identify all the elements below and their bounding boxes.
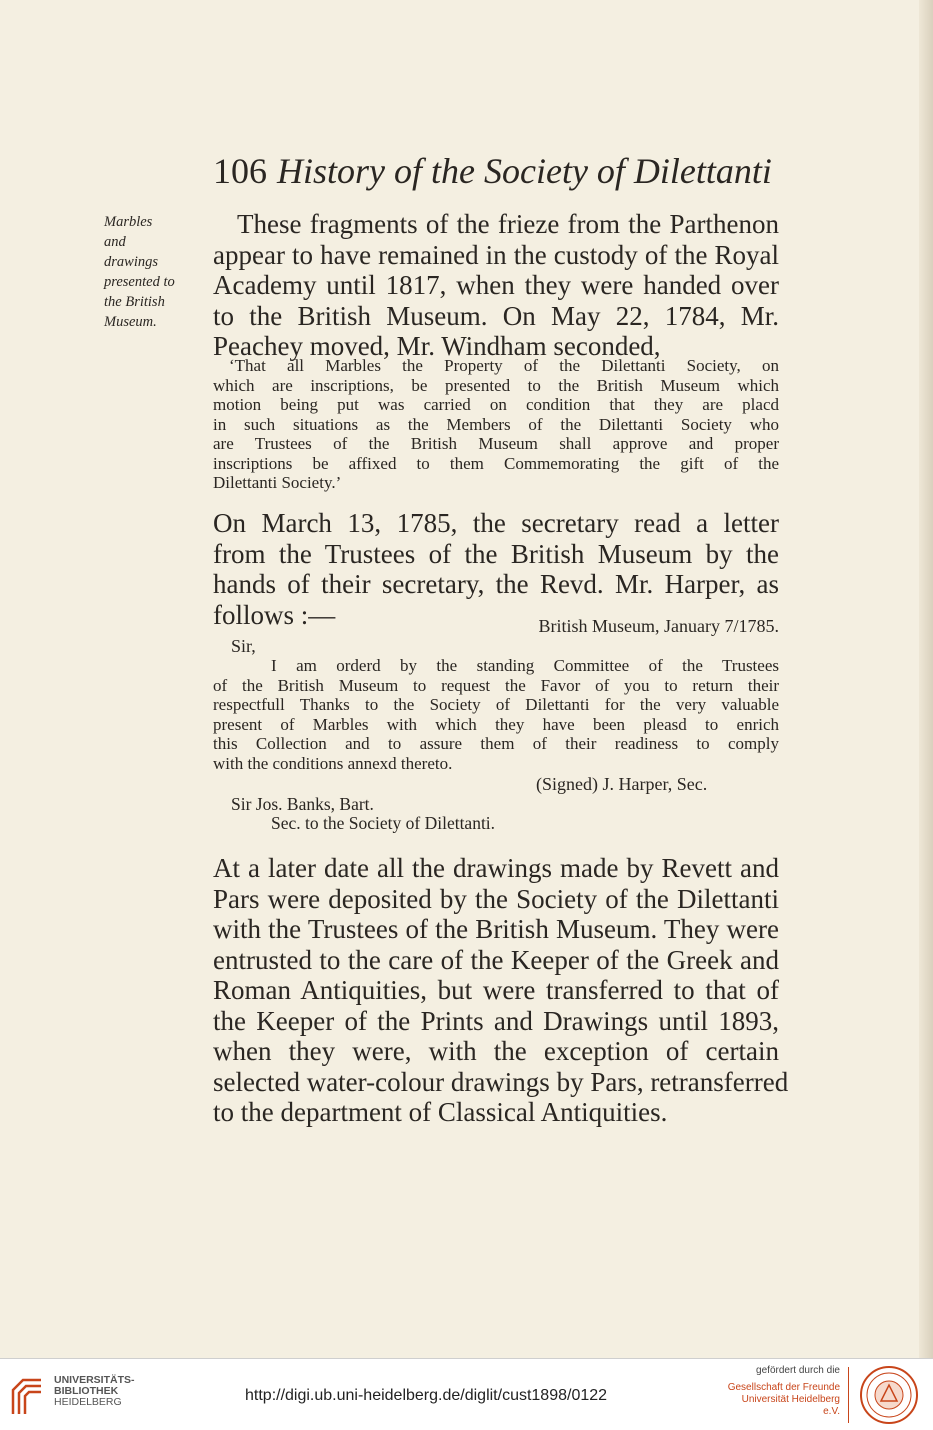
text-line: appear to have remained in the custody of the Royal (213, 239, 779, 270)
sponsor-block (722, 1365, 840, 1418)
margin-note-line: the British (104, 294, 165, 310)
library-logo-icon (9, 1376, 45, 1416)
library-line: BIBLIOTHEK (54, 1385, 119, 1397)
margin-note-line: presented to (104, 274, 175, 290)
margin-note-line: drawings (104, 254, 158, 270)
margin-note-line: Marbles (104, 214, 153, 230)
page-edge (919, 0, 933, 1358)
text-line: when they were, with the exception of certain (213, 1036, 779, 1066)
sponsor-line: Universität Heidelberg e.V. (741, 1394, 840, 1417)
text-line: with the Trustees of the British Museum. They were (213, 914, 779, 944)
text-line: the Keeper of the Prints and Drawings until 1893, (213, 1005, 779, 1036)
quote-line: ‘That all Marbles the Property of the Dilettanti Society, on (229, 356, 779, 375)
margin-note-line: Museum. (104, 314, 157, 330)
text-line: On March 13, 1785, the secretary read a letter (213, 508, 779, 538)
text-line: from the Trustees of the British Museum by the (213, 538, 779, 569)
paragraph-2 (213, 508, 779, 630)
quote-line: in such situations as the Members of the Dilettanti Society who (213, 414, 779, 434)
letter-line: with the conditions annexd thereto. (213, 753, 453, 773)
letter-salutation: Sir, (231, 635, 256, 656)
permalink[interactable]: http://digi.ub.uni-heidelberg.de/diglit/cust1898/0122 (245, 1387, 608, 1404)
letter-line: I am orderd by the standing Committee of the Trustees (271, 656, 779, 675)
text-line: At a later date all the drawings made by Revett and (213, 853, 779, 883)
university-seal-icon (859, 1365, 919, 1425)
text-line: selected water-colour drawings by Pars, retransferred (213, 1066, 789, 1097)
margin-note-line: and (104, 234, 126, 250)
letter-dateline: British Museum, January 7/1785. (538, 616, 779, 636)
letter-line: respectfull Thanks to the Society of Dilettanti for the very valuable (213, 695, 779, 714)
running-header (213, 150, 773, 192)
text-line: Pars were deposited by the Society of the Dilettanti (213, 883, 779, 914)
text-line: Roman Antiquities, but were transferred to that of (213, 975, 779, 1005)
running-title: History of the Society of Dilettanti (277, 151, 772, 191)
page-number: 106 (213, 151, 267, 191)
letter-signature: (Signed) J. Harper, Sec. (536, 774, 708, 794)
letter-line: this Collection and to assure them of their readiness to comply (213, 734, 779, 753)
sponsor-line: Gesellschaft der Freunde (727, 1382, 840, 1393)
quote-line: Dilettanti Society.’ (213, 473, 342, 492)
text-line: Peachey moved, Mr. Windham seconded, (213, 331, 661, 361)
letter (213, 617, 779, 834)
paragraph-3 (213, 853, 789, 1128)
letter-addressee-title: Sec. to the Society of Dilettanti. (271, 813, 496, 833)
quote-line: inscriptions be affixed to them Commemorating the gift of the (213, 453, 779, 473)
letter-line: present of Marbles with which they have been pleasd to enrich (213, 714, 779, 734)
text-line: to the department of Classical Antiquities. (213, 1097, 668, 1127)
divider (848, 1367, 849, 1423)
text-line: hands of their secretary, the Revd. Mr. Harper, as (213, 569, 779, 599)
quoted-resolution (213, 356, 779, 493)
letter-line: of the British Museum to request the Favor of you to return their (213, 675, 779, 695)
text-line: entrusted to the care of the Keeper of the Greek and (213, 944, 779, 975)
quote-line: which are inscriptions, be presented to the British Museum which (213, 375, 779, 395)
quote-line: are Trustees of the British Museum shall approve and proper (213, 434, 779, 453)
paragraph-1 (213, 209, 779, 362)
letter-addressee: Sir Jos. Banks, Bart. (231, 793, 374, 814)
margin-note (104, 212, 200, 332)
footer-bar (0, 1358, 933, 1430)
quote-line: motion being put was carried on condition that they are placd (213, 395, 779, 414)
sponsor-intro: gefördert durch die (756, 1365, 840, 1376)
library-name (54, 1375, 135, 1408)
text-line: to the British Museum. On May 22, 1784, Mr. (213, 300, 779, 331)
library-line: UNIVERSITÄTS- (54, 1374, 135, 1386)
text-line: These fragments of the frieze from the Parthenon (237, 209, 779, 239)
library-line: HEIDELBERG (54, 1396, 122, 1408)
text-line: Academy until 1817, when they were handed over (213, 270, 779, 300)
text-line: follows :— (213, 599, 336, 630)
